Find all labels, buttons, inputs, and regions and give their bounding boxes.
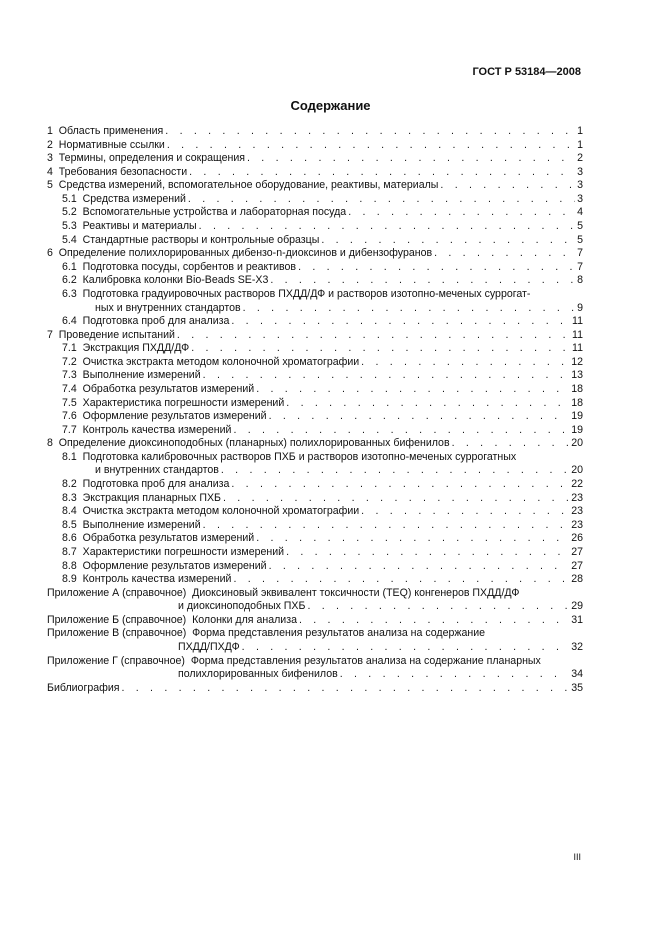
toc-entry-number: 7.6 — [62, 410, 77, 423]
toc-entry-title: Подготовка проб для анализа — [82, 315, 230, 328]
toc-entry[interactable] — [47, 424, 583, 438]
toc-entry-number: 7.5 — [62, 396, 77, 409]
dot-leader — [299, 614, 569, 628]
toc-entry-number: 8.4 — [62, 505, 77, 518]
toc-entry-title: Обработка результатов измерений — [82, 532, 255, 545]
toc-entry-number: 5.3 — [62, 220, 77, 233]
toc-entry-page: 23 — [571, 491, 583, 504]
toc-entry[interactable] — [47, 451, 583, 478]
toc-entry-title: Оформление результатов измерений — [82, 559, 267, 572]
toc-entry-number: 7.2 — [62, 355, 77, 368]
toc-entry[interactable] — [47, 532, 583, 546]
toc-entry-number: 8 — [47, 437, 53, 450]
toc-entry[interactable] — [47, 519, 583, 533]
toc-entry-page: 1 — [577, 138, 583, 151]
toc-entry-title: Область применения — [58, 125, 164, 137]
toc-entry-number: 7.1 — [62, 342, 77, 355]
toc-entry-title: Подготовка проб для анализа — [82, 478, 230, 491]
dot-leader — [243, 302, 576, 316]
document-standard-header: ГОСТ Р 53184—2008 — [472, 66, 581, 78]
toc-entry-title-continuation: ных и внутренних стандартов — [95, 301, 241, 314]
toc-entry-title: Форма представления результатов анализа на содержание планарных — [190, 654, 541, 667]
toc-entry-number: 6.4 — [62, 315, 77, 328]
toc-entry-page: 20 — [571, 464, 583, 477]
toc-entry-page: 8 — [577, 274, 583, 287]
toc-entry-title: Контроль качества измерений — [82, 423, 232, 436]
table-of-contents — [47, 125, 583, 695]
toc-entry-number: Приложение Б (справочное) — [47, 613, 187, 626]
toc-entry-title: Калибровка колонки Bio-Beads SE-X3 — [82, 274, 269, 287]
toc-entry-title: Характеристика погрешности измерений — [82, 396, 285, 409]
toc-entry-number: Приложение В (справочное) — [47, 627, 187, 640]
toc-entry-number: 5.2 — [62, 206, 77, 219]
dot-leader — [256, 383, 569, 397]
toc-entry-number: 1 — [47, 125, 53, 137]
dot-leader — [121, 682, 569, 696]
toc-entry-page: 23 — [571, 505, 583, 518]
toc-entry-number: 5.1 — [62, 192, 77, 205]
dot-leader — [440, 179, 575, 193]
toc-entry-title: Выполнение измерений — [82, 369, 201, 382]
toc-entry[interactable] — [47, 193, 583, 207]
dot-leader — [270, 274, 575, 288]
toc-entry-number: 8.1 — [62, 450, 77, 463]
toc-entry-page: 31 — [571, 613, 583, 626]
toc-entry-number: 6.1 — [62, 260, 77, 273]
toc-entry-page: 11 — [572, 328, 583, 341]
toc-entry-page: 3 — [577, 192, 583, 205]
toc-entry-title: Определение диоксиноподобных (планарных) полихлорированных бифенилов — [58, 437, 450, 450]
toc-entry-title: Вспомогательные устройства и лабораторная посуда — [82, 206, 347, 219]
toc-entry-title-continuation: и диоксиноподобных ПХБ — [178, 600, 306, 613]
toc-entry[interactable] — [47, 206, 583, 220]
toc-entry-title: Обработка результатов измерений — [82, 382, 255, 395]
dot-leader — [348, 206, 575, 220]
toc-entry[interactable] — [47, 220, 583, 234]
toc-entry-page: 13 — [571, 369, 583, 382]
toc-entry-page: 11 — [572, 315, 583, 328]
toc-entry[interactable] — [47, 234, 583, 248]
toc-entry-title: Определение полихлорированных дибензо-n-диоксинов и дибензофуранов — [58, 247, 433, 260]
toc-entry-number: 8.7 — [62, 545, 77, 558]
toc-entry-title: Проведение испытаний — [58, 328, 175, 341]
toc-entry[interactable] — [47, 288, 583, 315]
toc-entry-title: Характеристики погрешности измерений — [82, 545, 285, 558]
toc-entry[interactable] — [47, 139, 583, 153]
toc-entry-number: 8.5 — [62, 518, 77, 531]
toc-entry-title: Оформление результатов измерений — [82, 410, 267, 423]
dot-leader — [361, 505, 569, 519]
dot-leader — [167, 139, 575, 153]
toc-entry-page: 19 — [571, 423, 583, 436]
toc-entry-number: 8.3 — [62, 491, 77, 504]
dot-leader — [298, 261, 575, 275]
toc-entry-title: Очистка экстракта методом колоночной хроматографии — [82, 505, 360, 518]
toc-entry-title: Экстракция планарных ПХБ — [82, 491, 222, 504]
toc-entry-page: 5 — [577, 220, 583, 233]
toc-entry-number: 8.9 — [62, 573, 77, 586]
toc-entry-title: Подготовка калибровочных растворов ПХБ и растворов изотопно-меченых суррогатных — [82, 450, 517, 463]
toc-entry[interactable] — [47, 274, 583, 288]
dot-leader — [233, 573, 569, 587]
toc-entry[interactable] — [47, 682, 583, 696]
toc-entry-title-continuation: полихлорированных бифенилов — [178, 668, 338, 681]
toc-entry-page: 3 — [577, 179, 583, 192]
toc-entry[interactable] — [47, 315, 583, 329]
toc-entry[interactable] — [47, 505, 583, 519]
toc-entry[interactable] — [47, 383, 583, 397]
toc-entry-page: 1 — [577, 125, 583, 137]
toc-entry-title: Форма представления результатов анализа на содержание — [192, 627, 486, 640]
dot-leader — [242, 641, 570, 655]
toc-entry-number: 6.2 — [62, 274, 77, 287]
toc-entry-page: 35 — [571, 681, 583, 694]
toc-entry-page: 20 — [571, 437, 583, 450]
toc-entry-number: 5.4 — [62, 233, 77, 246]
toc-entry-title: Термины, определения и сокращения — [58, 152, 246, 165]
toc-entry-title: Очистка экстракта методом колоночной хроматографии — [82, 355, 360, 368]
dot-leader — [188, 193, 575, 207]
toc-entry-page: 28 — [571, 573, 583, 586]
toc-entry-page: 3 — [577, 165, 583, 178]
toc-entry[interactable] — [47, 179, 583, 193]
toc-entry[interactable] — [47, 261, 583, 275]
toc-entry-page: 32 — [571, 640, 583, 653]
toc-entry-page: 7 — [577, 247, 583, 260]
toc-entry[interactable] — [47, 356, 583, 370]
dot-leader — [233, 424, 569, 438]
toc-entry-page: 18 — [571, 382, 583, 395]
toc-entry-page: 27 — [571, 545, 583, 558]
toc-entry-title: Нормативные ссылки — [58, 138, 165, 151]
toc-entry[interactable] — [47, 152, 583, 166]
toc-entry[interactable] — [47, 437, 583, 451]
toc-entry-page: 27 — [571, 559, 583, 572]
toc-entry-number: 7 — [47, 328, 53, 341]
toc-entry-number: 7.7 — [62, 423, 77, 436]
toc-entry-title-continuation: и внутренних стандартов — [95, 464, 219, 477]
toc-entry-number: 8.8 — [62, 559, 77, 572]
dot-leader — [307, 600, 569, 614]
toc-entry[interactable] — [47, 478, 583, 492]
toc-entry-number: 3 — [47, 152, 53, 165]
toc-entry-title: Подготовка градуировочных растворов ПХДД/ДФ и растворов изотопно-меченых суррогат- — [82, 287, 531, 300]
page-title: Содержание — [290, 98, 371, 113]
toc-entry-page: 9 — [577, 301, 583, 314]
toc-entry-page: 7 — [577, 260, 583, 273]
dot-leader — [203, 519, 570, 533]
toc-entry-title: Требования безопасности — [58, 165, 188, 178]
toc-entry[interactable] — [47, 410, 583, 424]
toc-entry-page: 2 — [577, 152, 583, 165]
toc-entry-page: 19 — [571, 410, 583, 423]
dot-leader — [231, 315, 570, 329]
dot-leader — [191, 342, 570, 356]
dot-leader — [434, 247, 575, 261]
toc-entry-title: Выполнение измерений — [82, 518, 201, 531]
toc-entry-title: Диоксиновый эквивалент токсичности (TEQ) конгенеров ПХДД/ДФ — [192, 586, 520, 599]
dot-leader — [452, 437, 570, 451]
toc-entry[interactable] — [47, 166, 583, 180]
toc-entry-number: 8.2 — [62, 478, 77, 491]
toc-entry-page: 12 — [571, 355, 583, 368]
toc-entry-title: Средства измерений — [82, 192, 186, 205]
dot-leader — [286, 397, 569, 411]
dot-leader — [177, 329, 570, 343]
toc-entry[interactable] — [47, 329, 583, 343]
dot-leader — [269, 410, 570, 424]
toc-entry-title: Колонки для анализа — [192, 613, 297, 626]
toc-entry[interactable] — [47, 587, 583, 614]
toc-entry-page: 18 — [571, 396, 583, 409]
toc-entry[interactable] — [47, 247, 583, 261]
toc-entry-title: Средства измерений, вспомогательное оборудование, реактивы, материалы — [58, 179, 439, 192]
toc-entry-title: Реактивы и материалы — [82, 220, 197, 233]
toc-entry-page: 29 — [571, 600, 583, 613]
toc-entry[interactable] — [47, 125, 583, 139]
dot-leader — [203, 369, 570, 383]
toc-entry-number: 2 — [47, 138, 53, 151]
toc-entry-title: Стандартные растворы и контрольные образцы — [82, 233, 320, 246]
dot-leader — [256, 532, 569, 546]
page-number: III — [573, 852, 581, 862]
toc-entry[interactable] — [47, 560, 583, 574]
toc-entry-page: 11 — [572, 342, 583, 355]
dot-leader — [221, 464, 569, 478]
toc-entry-title: Экстракция ПХДД/ДФ — [82, 342, 190, 355]
dot-leader — [165, 125, 575, 139]
toc-entry-page: 26 — [571, 532, 583, 545]
toc-entry-number: Приложение А (справочное) — [47, 586, 187, 599]
toc-entry[interactable] — [47, 369, 583, 383]
dot-leader — [286, 546, 569, 560]
toc-entry[interactable] — [47, 614, 583, 628]
toc-entry-title: Контроль качества измерений — [82, 573, 232, 586]
dot-leader — [340, 668, 569, 682]
toc-entry[interactable] — [47, 627, 583, 654]
toc-entry-number: 7.4 — [62, 382, 77, 395]
toc-entry-number: 5 — [47, 179, 53, 192]
toc-entry-number: 4 — [47, 165, 53, 178]
toc-entry-number: 6.3 — [62, 287, 77, 300]
dot-leader — [269, 560, 570, 574]
toc-entry-number: 6 — [47, 247, 53, 260]
toc-entry[interactable] — [47, 573, 583, 587]
toc-entry[interactable] — [47, 546, 583, 560]
dot-leader — [223, 492, 569, 506]
toc-entry[interactable] — [47, 655, 583, 682]
toc-entry-title: Библиография — [47, 681, 120, 694]
toc-entry-page: 4 — [577, 206, 583, 219]
toc-entry[interactable] — [47, 397, 583, 411]
toc-entry-number: 7.3 — [62, 369, 77, 382]
dot-leader — [189, 166, 575, 180]
dot-leader — [321, 234, 575, 248]
toc-entry-title-continuation: ПХДД/ПХДФ — [178, 640, 240, 653]
toc-entry-page: 5 — [577, 233, 583, 246]
dot-leader — [361, 356, 569, 370]
toc-entry-number: Приложение Г (справочное) — [47, 654, 185, 667]
toc-entry-page: 22 — [571, 478, 583, 491]
dot-leader — [247, 152, 575, 166]
toc-entry-page: 34 — [571, 668, 583, 681]
toc-entry-title: Подготовка посуды, сорбентов и реактивов — [82, 260, 297, 273]
dot-leader — [231, 478, 569, 492]
toc-entry[interactable] — [47, 492, 583, 506]
toc-entry-number: 8.6 — [62, 532, 77, 545]
toc-entry-page: 23 — [571, 518, 583, 531]
dot-leader — [199, 220, 575, 234]
toc-entry[interactable] — [47, 342, 583, 356]
